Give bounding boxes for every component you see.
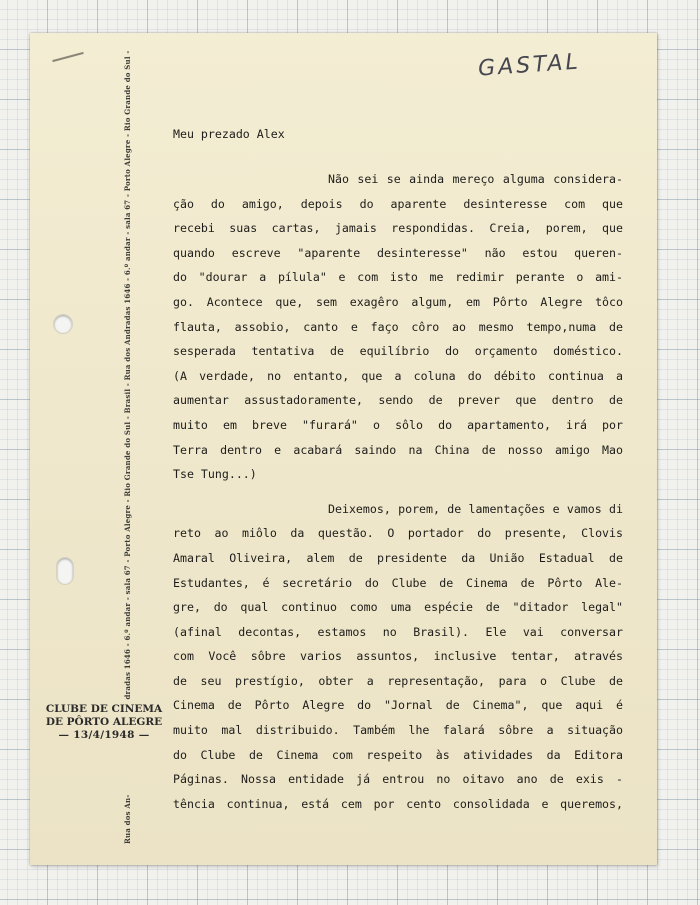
- letter-greeting: Meu prezado Alex: [173, 127, 285, 141]
- letter-line: recebi suas cartas, jamais respondidas. Creia, porem, que: [173, 221, 623, 236]
- letter-line: aumentar assustadoramente, sendo de prever que dentro de: [173, 393, 623, 408]
- letter-line: Terra dentro e acabará saindo na China de nosso amigo Mao: [173, 442, 623, 457]
- letter-sheet: [30, 33, 657, 865]
- letter-line: Não sei se ainda mereço alguma considera-: [328, 172, 623, 186]
- stamp-line1: CLUBE DE CINEMA: [45, 703, 163, 715]
- letter-line: de seu prestígio, obter a representação, para o Clube de: [173, 673, 623, 688]
- letter-line: flauta, assobio, canto e faço côro ao mesmo tempo,numa de: [173, 319, 623, 334]
- letter-line: reto ao miôlo da questão. O portador do presente, Clovis: [173, 526, 623, 541]
- letter-line: gre, do qual continuo como uma espécie de "ditador legal": [173, 600, 623, 615]
- letter-line: muito em breve "furará" o sôlo do apartamento, irá por: [173, 417, 623, 432]
- letter-line: Deixemos, porem, de lamentações e vamos di: [328, 501, 623, 516]
- letter-line: ção do amigo, depois do aparente desinteresse com que: [173, 196, 623, 211]
- letter-text: [173, 167, 623, 816]
- punch-hole: [56, 557, 74, 585]
- handwritten-note: GASTAL: [477, 49, 582, 82]
- letter-line: Cinema de Pôrto Alegre do "Jornal de Cinema", que aqui é: [173, 698, 623, 713]
- letter-line: (afinal decontas, estamos no Brasil). Ele vai conversar: [173, 624, 623, 639]
- letter-line: Estudantes, é secretário do Clube de Cinema de Pôrto Ale-: [173, 575, 623, 590]
- letter-line: Amaral Oliveira, alem de presidente da União Estadual de: [173, 550, 623, 565]
- stamp-line2: DE PÔRTO ALEGRE: [45, 716, 163, 728]
- letter-line: do "dourar a pílula" e com isto me redimir perante o ami-: [173, 270, 623, 285]
- letter-line: com Você sôbre varios assuntos, inclusive tentar, através: [173, 649, 623, 664]
- letter-line: (A verdade, no entanto, que a coluna do débito continua a: [173, 368, 623, 383]
- letter-line: do Clube de Cinema com respeito às atividades da Editora: [173, 747, 623, 762]
- club-stamp: [40, 703, 168, 742]
- letter-line: tência continua, está cem por cento consolidada e queremos,: [173, 796, 623, 811]
- pencil-mark: [52, 52, 83, 62]
- stamp-date: — 13/4/1948 —: [58, 729, 150, 741]
- side-address-part2: dradas 1646 - 6.º andar - sala 67 - Porto Alegre - Rio Grande do Sul - Brasil - Rua dos Andradas 1646 - 6.º andar - sala 67 - Porto Alegre - Rio Grande do Sul -: [123, 50, 132, 700]
- letter-line: sesperada tentativa de equilíbrio do orçamento doméstico.: [173, 344, 623, 359]
- side-address-part1: Rua dos An-: [123, 794, 132, 844]
- letter-line: Tse Tung...): [173, 467, 257, 482]
- letter-line: Páginas. Nossa entidade já entrou no oitavo ano de exis -: [173, 772, 623, 787]
- letter-body: [173, 122, 623, 816]
- letter-line: go. Acontece que, sem exagêro algum, em Pôrto Alegre tôco: [173, 294, 623, 309]
- letter-line: quando escreve "aparente desinteresse" não estou queren-: [173, 245, 623, 260]
- punch-hole: [53, 314, 73, 334]
- letter-line: muito mal distribuido. Também lhe falará sôbre a situação: [173, 723, 623, 738]
